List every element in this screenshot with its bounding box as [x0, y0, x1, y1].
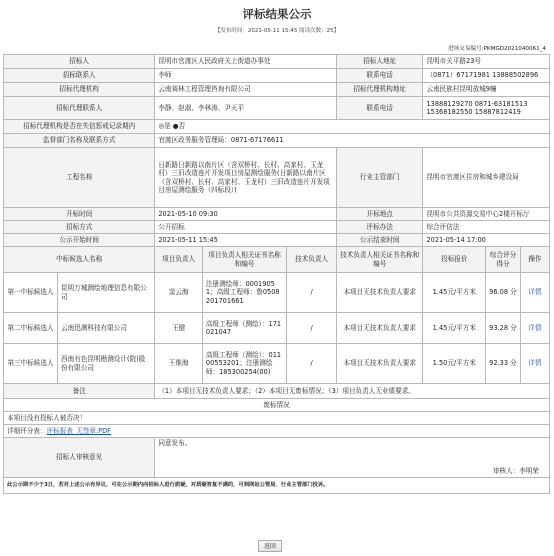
col-header: 综合评分得分: [486, 247, 521, 273]
label-tenderer: 招标人: [4, 55, 155, 69]
value-method: 公开招标: [155, 221, 337, 234]
label-agency: 招标代理机构: [4, 83, 155, 97]
reviewer: 审核人：李明荣: [492, 466, 539, 475]
value-tenderer: 昆明市官渡区人民政府关上街道办事处: [155, 55, 337, 69]
row-footer-note: [4, 478, 550, 494]
candidate-tech: /: [287, 344, 337, 384]
candidate-manager: 王维海: [155, 344, 203, 384]
value-industry-dept: 昆明市官渡区住房和城乡建设局: [423, 148, 550, 208]
label-agency-credit: 招标代理机构是否在失信惩戒记录期内: [4, 120, 155, 134]
candidate-rank: 第三中标候选人: [4, 344, 58, 384]
candidate-score: 96.08 分: [486, 273, 521, 313]
col-header: 操作: [520, 247, 549, 273]
table-row: [4, 313, 550, 344]
col-header: 项目负责人: [155, 247, 203, 273]
value-tenderer-contact: 李师: [155, 69, 337, 83]
label-agency-contact: 招标代理联系人: [4, 97, 155, 120]
value-pub-start: 2021-05-11 15:45: [155, 234, 337, 247]
label-industry-dept: 行业主管部门: [336, 148, 422, 208]
value-agency-credit: ◎是 ●否: [155, 120, 550, 134]
label-eval-method: 评标办法: [336, 221, 422, 234]
label-review: 招标人审核意见: [4, 438, 155, 478]
publish-meta: 【发布时间：2021-05-11 15:45 阅读次数：25】: [214, 28, 340, 34]
candidate-price: 1.50元/平方米: [423, 344, 486, 384]
value-agency-address: 云南民族村昆明放城9幢: [423, 83, 550, 97]
candidate-price: 1.45元/平方米: [423, 273, 486, 313]
candidate-tech-cert: 本项目无技术负责人要求: [336, 313, 422, 344]
candidate-cert: 注册测绘师：00019051；高级工程师：鲁0508201701661: [202, 273, 286, 313]
review-text: 同意发布。: [158, 439, 192, 447]
table-row: [4, 273, 550, 313]
candidate-tech-cert: 本项目无技术负责人要求: [336, 344, 422, 384]
candidate-score: 93.28 分: [486, 313, 521, 344]
candidate-manager: 王健: [155, 313, 203, 344]
project-number: 进场交易编号:PKMGD2021040061_4: [448, 46, 546, 52]
row-publish-time: [4, 234, 550, 247]
candidate-cert: 高级工程师（测绘）：01100553201；注册测绘师：185300254(00): [202, 344, 286, 384]
row-tenderer: [4, 55, 550, 69]
detail-link[interactable]: 详情: [520, 273, 549, 313]
result-table: [3, 54, 550, 494]
col-header: 技术负责人: [287, 247, 337, 273]
row-supervisor: [4, 134, 550, 148]
label-supervisor: 监督部门名称及联系方式: [4, 134, 155, 148]
candidate-manager: 窦云海: [155, 273, 203, 313]
row-open-time: [4, 208, 550, 221]
label-remarks: 备注: [4, 384, 155, 399]
candidate-cert: 高级工程师（测绘）：171021047: [202, 313, 286, 344]
label-method: 招标方式: [4, 221, 155, 234]
label-agency-address: 招标代理机构地址: [336, 83, 422, 97]
row-remarks: [4, 384, 550, 399]
label-phone2: 联系电话: [336, 97, 422, 120]
candidate-name: 云南迅测科技有限公司: [58, 313, 155, 344]
label-open-time: 开标时间: [4, 208, 155, 221]
table-row: [4, 344, 550, 384]
label-phone: 联系电话: [336, 69, 422, 83]
back-button[interactable]: 返回: [258, 540, 282, 552]
abandon-section-title: 废标情况: [4, 399, 550, 412]
row-abandon-section: [4, 399, 550, 412]
row-project-name: [4, 148, 550, 208]
candidate-tech-cert: 本项目无技术负责人要求: [336, 273, 422, 313]
value-project-name: 日新路日新路以南片区（含双桥村、长村、高家村、玉龙村）三旧改造连片开发项目房屋测绘服务(日新路以南片区（含双桥村、长村、高家村、玉龙村）三旧改造连片开发项目房屋测绘服务（四标段）): [155, 148, 337, 208]
row-agency: [4, 83, 550, 97]
label-tenderer-contact: 招标联系人: [4, 69, 155, 83]
detail-link[interactable]: 详情: [520, 344, 549, 384]
value-remarks: （1）本项目无技术负责人要求；（2）本项目无废标情况；（3）项目负责人无业绩要求。: [155, 384, 550, 399]
value-agency: 云南赛林工程管理咨询有限公司: [155, 83, 337, 97]
row-no-complaint: [4, 412, 550, 425]
candidate-tech: /: [287, 313, 337, 344]
col-header: 投标报价: [423, 247, 486, 273]
candidate-name: 西南有色昆明勘测设计(院)股份有限公司: [58, 344, 155, 384]
row-score-file: [4, 425, 550, 438]
label-pub-start: 公示开始时间: [4, 234, 155, 247]
candidate-tech: /: [287, 273, 337, 313]
row-agency-credit: [4, 120, 550, 134]
candidate-price: 1.45元/平方米: [423, 313, 486, 344]
value-agency-contact: 李静、赵淑、李林涛、尹天平: [155, 97, 337, 120]
score-file-label: 详细评分表：: [7, 426, 47, 435]
candidate-score: 92.33 分: [486, 344, 521, 384]
candidate-rank: 第二中标候选人: [4, 313, 58, 344]
score-file-link[interactable]: 评标报表_无签章.PDF: [46, 426, 111, 435]
label-open-place: 开标地点: [336, 208, 422, 221]
row-contact: [4, 69, 550, 83]
label-pub-end: 公示结束时间: [336, 234, 422, 247]
candidate-name: 昆明万城测绘地理信息有限公司: [58, 273, 155, 313]
row-review: [4, 438, 550, 478]
detail-link[interactable]: 详情: [520, 313, 549, 344]
page-title: 评标结果公示: [242, 7, 312, 21]
label-tenderer-address: 招标人地址: [336, 55, 422, 69]
value-phone2: 13888129270 0871-63181513 15368182550 15887812419: [423, 97, 550, 120]
value-review: [155, 438, 550, 478]
footer-note: 此公示期不少于3日，若对上述公示有异议，可在公示期内向招标人进行质疑，对质疑答复不满的，可到网站公管局、行业主管部门投诉。: [4, 478, 550, 494]
no-complaint-text: 本项目没有投标人被否决！: [4, 412, 550, 425]
candidate-rank: 第一中标候选人: [4, 273, 58, 313]
col-header: 技术负责人相关证书名称和编号: [336, 247, 422, 273]
score-file-cell: [4, 425, 550, 438]
candidates-header-row: [4, 247, 550, 273]
value-supervisor: 官渡区政务服务管理局：0871-67176611: [155, 134, 550, 148]
value-open-place: 昆明市公共资源交易中心2楼开标厅: [423, 208, 550, 221]
value-open-time: 2021-05-10 09:30: [155, 208, 337, 221]
label-project-name: 工程名称: [4, 148, 155, 208]
row-method: [4, 221, 550, 234]
value-pub-end: 2021-05-14 17:00: [423, 234, 550, 247]
col-header: 中标候选人名称: [4, 247, 155, 273]
value-tenderer-address: 昆明市关平路23号: [423, 55, 550, 69]
row-agency-contact: [4, 97, 550, 120]
col-header: 项目负责人相关证书名称和编号: [202, 247, 286, 273]
value-eval-method: 综合评估法: [423, 221, 550, 234]
value-phone: （0871）67171981 13888502896: [423, 69, 550, 83]
